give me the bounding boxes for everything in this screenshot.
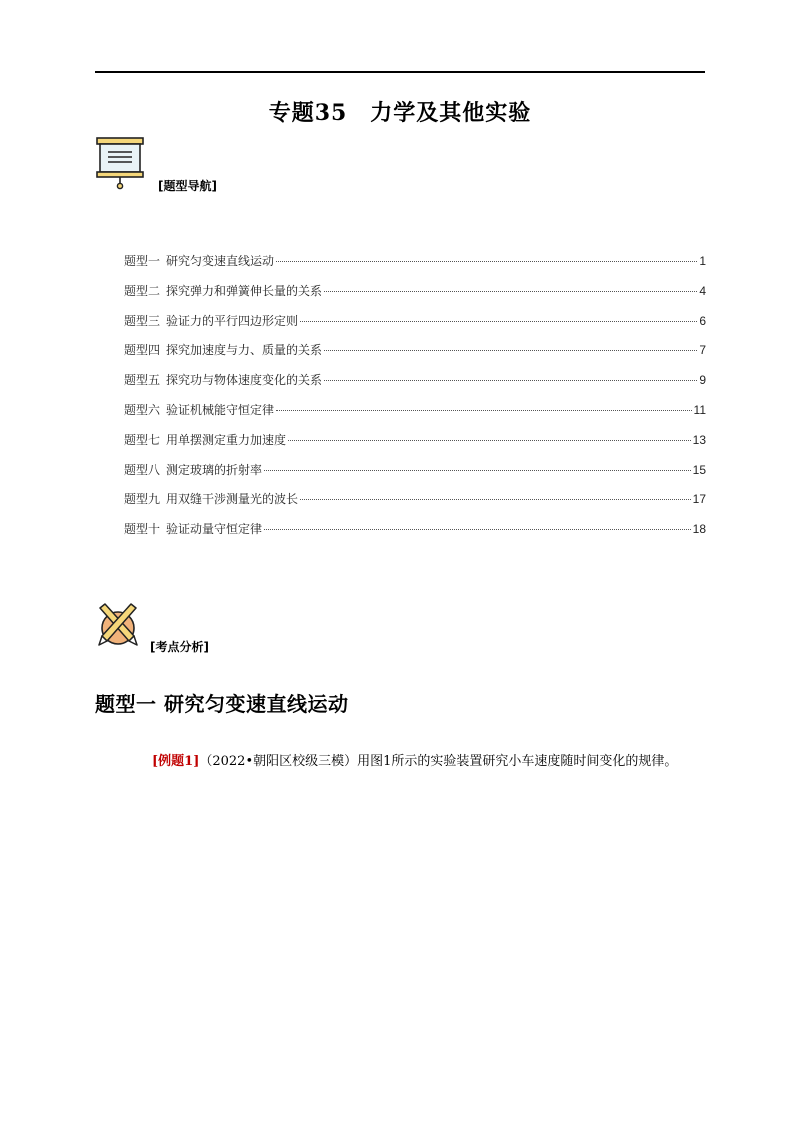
toc-item-number: 题型八 [124, 462, 161, 477]
toc-item-title: 验证机械能守恒定律 [166, 402, 275, 417]
toc-item[interactable] [124, 461, 706, 491]
toc-item-title: 用单摆测定重力加速度 [166, 432, 287, 447]
page-title: 专题35 力学及其他实验 [268, 100, 532, 126]
toc-leader [324, 291, 697, 292]
toc-item-title: 研究匀变速直线运动 [166, 254, 275, 268]
toc-leader [288, 440, 691, 441]
toc-leader [276, 410, 692, 411]
crossed-pencils-icon [96, 602, 140, 648]
toc-item-page: 4 [699, 283, 706, 298]
toc-item[interactable] [124, 282, 706, 312]
example-text: （2022•朝阳区校级三模）用图1所示的实验装置研究小车速度随时间变化的规律。 [199, 754, 678, 769]
toc-item-number: 题型二 [124, 283, 161, 298]
toc-item[interactable] [124, 520, 706, 550]
toc-item-number: 题型十 [124, 522, 161, 537]
toc-leader [300, 321, 697, 322]
section-heading: 题型一 研究匀变速直线运动 [95, 692, 349, 716]
toc-item-page: 1 [699, 254, 706, 268]
toc-item-page: 17 [692, 492, 706, 507]
toc-item-page: 15 [692, 462, 706, 477]
nav-section-label: [题型导航] [158, 179, 217, 193]
toc-item[interactable] [124, 401, 706, 431]
toc-item[interactable] [124, 490, 706, 520]
toc-item[interactable] [124, 312, 706, 342]
toc-item[interactable] [124, 371, 706, 401]
toc-leader [264, 470, 691, 471]
toc-item-number: 题型六 [124, 402, 161, 417]
toc-leader [300, 499, 691, 500]
toc-leader [324, 350, 697, 351]
toc-item-number: 题型九 [124, 492, 161, 507]
toc-item[interactable] [124, 341, 706, 371]
toc-item-title: 验证力的平行四边形定则 [166, 313, 299, 328]
toc-item-title: 探究功与物体速度变化的关系 [166, 373, 323, 388]
toc-item-number: 题型五 [124, 373, 161, 388]
toc-item-number: 题型三 [124, 313, 161, 328]
toc-item-title: 验证动量守恒定律 [166, 522, 263, 537]
example-tag: [例题1] [152, 754, 200, 769]
toc-item-number: 题型一 [124, 254, 161, 268]
toc-item[interactable] [124, 431, 706, 461]
toc-item[interactable] [124, 252, 706, 282]
toc-leader [324, 380, 697, 381]
toc-item-number: 题型七 [124, 432, 161, 447]
toc-item-page: 18 [692, 522, 706, 537]
toc-leader [276, 261, 697, 262]
example-paragraph [124, 748, 706, 776]
toc-item-number: 题型四 [124, 343, 161, 358]
table-of-contents [124, 252, 706, 550]
toc-item-title: 探究弹力和弹簧伸长量的关系 [166, 283, 323, 298]
analysis-section-label: [考点分析] [150, 640, 209, 654]
toc-item-page: 6 [699, 313, 706, 328]
presentation-board-icon [95, 136, 145, 190]
toc-item-page: 11 [693, 402, 706, 417]
header-rule [95, 71, 705, 73]
toc-leader [264, 529, 691, 530]
toc-item-page: 7 [699, 343, 706, 358]
toc-item-page: 13 [692, 432, 706, 447]
toc-item-title: 用双缝干涉测量光的波长 [166, 492, 299, 507]
toc-item-page: 9 [699, 373, 706, 388]
toc-item-title: 测定玻璃的折射率 [166, 462, 263, 477]
toc-item-title: 探究加速度与力、质量的关系 [166, 343, 323, 358]
